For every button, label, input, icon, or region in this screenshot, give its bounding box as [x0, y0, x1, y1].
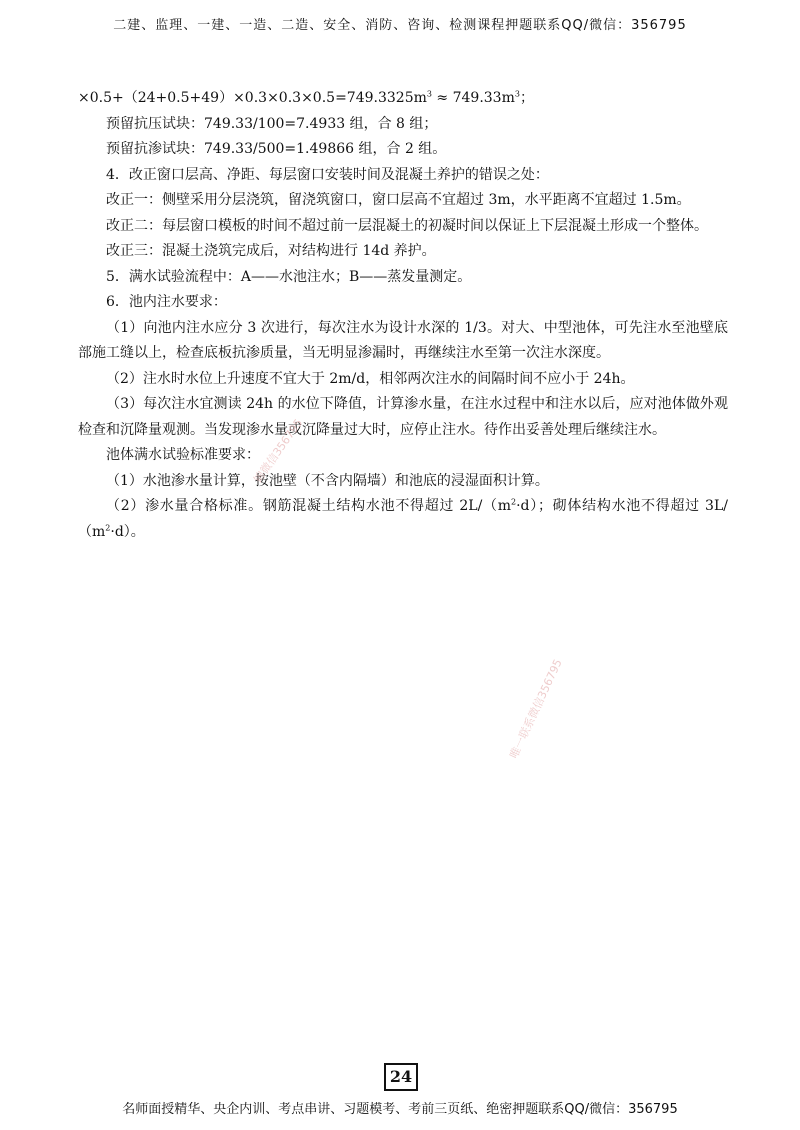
superscript: 2 — [105, 522, 111, 532]
superscript: 2 — [511, 497, 517, 507]
paragraph: 改正三：混凝土浇筑完成后，对结构进行 14d 养护。 — [106, 243, 436, 259]
paragraph: 改正二：每层窗口模板的时间不超过前一层混凝土的初凝时间以保证上下层混凝土形成一个整体。 — [106, 217, 708, 234]
paragraph: 改正一：侧壁采用分层浇筑，留浇筑窗口，窗口层高不宜超过 3m，水平距离不宜超过 1.5m。 — [106, 192, 691, 208]
text-part: （2）渗水量合格标准。钢筋混凝土结构水池不得超过 2L/（m — [106, 498, 512, 514]
text-part: ·d）。 — [110, 523, 145, 540]
text-part: ·d）；砌体结构水池不得超过 3L/（m — [78, 498, 728, 540]
paragraph: 池体满水试验标准要求： — [106, 447, 260, 463]
formula-part: ×0.5+（24+0.5+49）×0.3×0.3×0.5=749.3325m — [78, 90, 427, 106]
formula-part: ≈ 749.33m — [431, 90, 515, 106]
formula-part: ； — [519, 90, 534, 106]
paragraph — [78, 494, 728, 545]
section-heading: 5．满水试验流程中：A——水池注水；B——蒸发量测定。 — [106, 268, 472, 285]
document-body — [78, 86, 728, 545]
paragraph: （3）每次注水宜测读 24h 的水位下降值，计算渗水量，在注水过程中和注水以后，应对池体做外观检查和沉降量观测。当发现渗水量或沉降量过大时，应停止注水。待作出妥善处理后继续注水。 — [78, 396, 728, 438]
watermark: 锦微信356795 — [251, 416, 306, 486]
page-footer: 名师面授精华、央企内训、考点串讲、习题模考、考前三页纸、绝密押题联系QQ/微信：356795 — [122, 1102, 678, 1117]
page-number: 24 — [384, 1063, 418, 1091]
superscript: 3 — [426, 89, 432, 99]
watermark: 唯一联系微信356795 — [507, 657, 565, 761]
paragraph: （2）注水时水位上升速度不宜大于 2m/d，相邻两次注水的间隔时间不应小于 24h。 — [106, 370, 635, 387]
superscript: 3 — [514, 89, 520, 99]
paragraph: 预留抗压试块：749.33/100=7.4933 组，合 8 组； — [106, 115, 438, 132]
page-header: 二建、监理、一建、一造、二造、安全、消防、咨询、检测课程押题联系QQ/微信：356795 — [113, 18, 687, 33]
paragraph: （1）水池渗水量计算，按池壁（不含内隔墙）和池底的浸湿面积计算。 — [106, 472, 549, 489]
section-heading: 4．改正窗口层高、净距、每层窗口安装时间及混凝土养护的错误之处： — [106, 166, 549, 183]
section-heading: 6．池内注水要求： — [106, 294, 227, 310]
paragraph: （1）向池内注水应分 3 次进行，每次注水为设计水深的 1/3。对大、中型池体，可先注水至池壁底部施工缝以上，检查底板抗渗质量，当无明显渗漏时，再继续注水至第一次注水深度。 — [78, 319, 728, 361]
formula-line — [78, 86, 728, 112]
paragraph: 预留抗渗试块：749.33/500=1.49866 组，合 2 组。 — [106, 141, 447, 157]
